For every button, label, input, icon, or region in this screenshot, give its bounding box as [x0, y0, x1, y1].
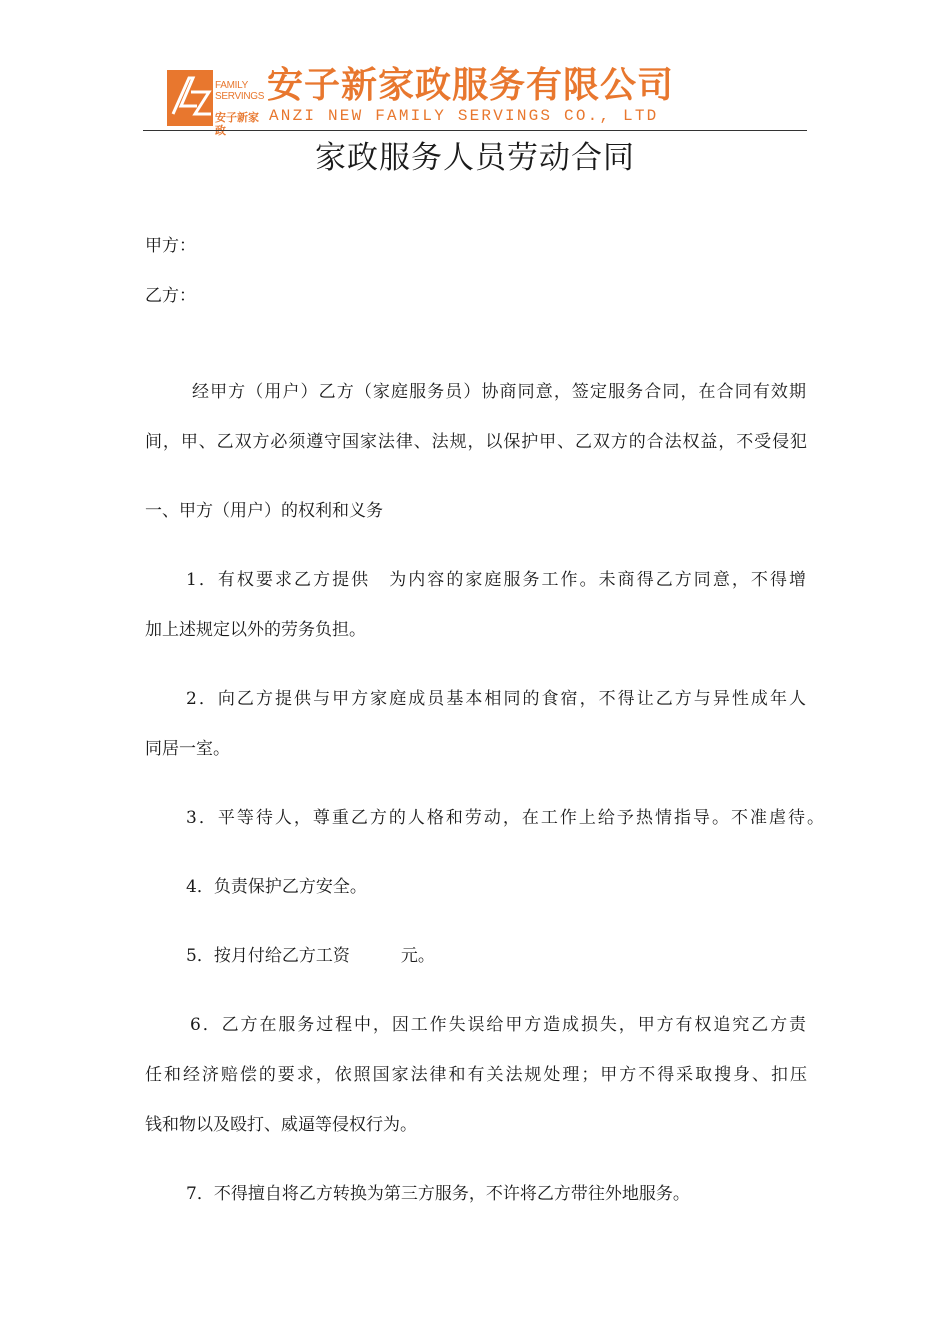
logo-english-text	[215, 80, 264, 102]
item1-line1: 1．有权要求乙方提供 为内容的家庭服务工作。未商得乙方同意，不得增	[186, 570, 806, 590]
item4: 4．负责保护乙方安全。	[186, 877, 367, 897]
item6-line2: 任和经济赔偿的要求，依照国家法律和有关法规处理；甲方不得采取搜身、扣压	[145, 1065, 807, 1085]
header-divider	[143, 130, 807, 131]
az-logo-mark-icon	[167, 70, 213, 126]
item1-line2: 加上述规定以外的劳务负担。	[145, 620, 366, 640]
item6-line1: 6．乙方在服务过程中，因工作失误给甲方造成损失，甲方有权追究乙方责	[190, 1015, 806, 1035]
item2-line2: 同居一室。	[145, 739, 230, 759]
intro-paragraph-line1: 经甲方（用户）乙方（家庭服务员）协商同意，签定服务合同，在合同有效期	[192, 382, 806, 402]
letterhead	[143, 62, 807, 137]
item3: 3．平等待人，尊重乙方的人格和劳动，在工作上给予热情指导。不准虐待。	[186, 808, 824, 828]
party-a-label: 甲方：	[145, 236, 196, 256]
item6-line3: 钱和物以及殴打、威逼等侵权行为。	[145, 1115, 417, 1135]
item5: 5．按月付给乙方工资 元。	[186, 946, 435, 966]
party-b-label: 乙方：	[145, 286, 196, 306]
logo-en-line1: FAMILY	[215, 80, 249, 91]
document-title: 家政服务人员劳动合同	[315, 140, 635, 176]
company-logo	[167, 70, 265, 137]
company-name-cn: 安子新家政服务有限公司	[267, 65, 675, 106]
logo-en-line2: SERVINGS	[215, 91, 265, 102]
item2-line1: 2．向乙方提供与甲方家庭成员基本相同的食宿，不得让乙方与异性成年人	[186, 689, 806, 709]
intro-paragraph-line2: 间，甲、乙双方必须遵守国家法律、法规，以保护甲、乙双方的合法权益，不受侵犯	[145, 432, 807, 452]
company-name-en: ANZI NEW FAMILY SERVINGS CO., LTD	[269, 107, 659, 125]
logo-chinese-text: 安子新家政	[215, 111, 259, 137]
item7: 7．不得擅自将乙方转换为第三方服务，不许将乙方带往外地服务。	[186, 1184, 690, 1204]
section1-heading: 一、甲方（用户）的权利和义务	[145, 501, 383, 521]
